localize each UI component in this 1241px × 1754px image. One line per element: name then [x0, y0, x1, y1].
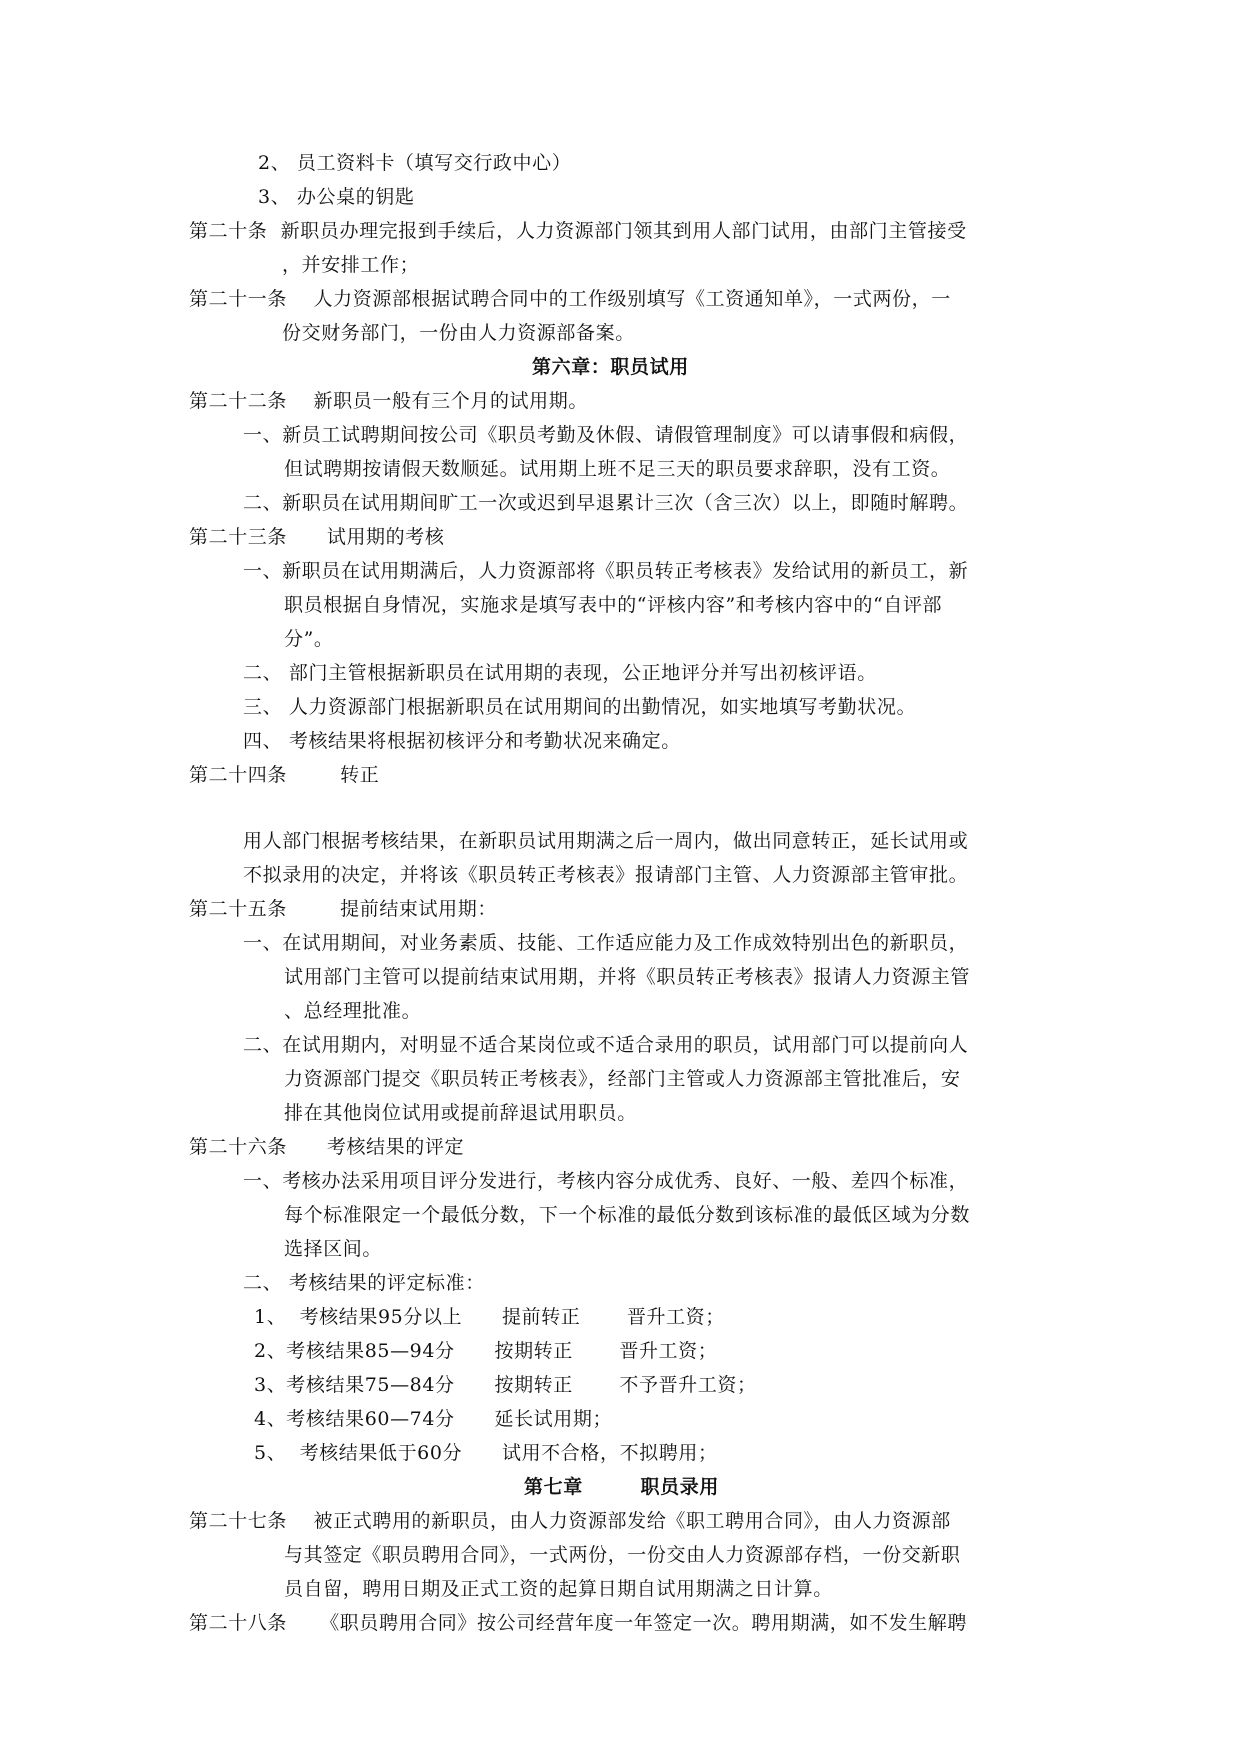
list-item: 、总经理批准。 — [284, 1000, 422, 1022]
list-item: 1、 考核结果95分以上 提前转正 晋升工资； — [254, 1306, 725, 1328]
paragraph-line: 用人部门根据考核结果，在新职员试用期满之后一周内，做出同意转正，延长试用或 — [243, 830, 969, 852]
list-item: 一、考核办法采用项目评分发进行，考核内容分成优秀、良好、一般、差四个标准， — [243, 1170, 969, 1192]
list-item: 每个标准限定一个最低分数，下一个标准的最低分数到该标准的最低区域为分数 — [284, 1204, 971, 1226]
list-item: 力资源部门提交《职员转正考核表》，经部门主管或人力资源部主管批准后，安 — [284, 1068, 961, 1090]
list-item: 二、 部门主管根据新职员在试用期的表现，公正地评分并写出初核评语。 — [243, 662, 877, 684]
list-item: 一、新职员在试用期满后，人力资源部将《职员转正考核表》发给试用的新员工，新 — [243, 560, 969, 582]
article-line: 与其签定《职员聘用合同》，一式两份，一份交由人力资源部存档，一份交新职 — [284, 1544, 961, 1566]
chapter-heading: 第七章 职员录用 — [524, 1476, 719, 1498]
article-line: 第二十条 新职员办理完报到手续后，人力资源部门领其到用人部门试用，由部门主管接受 — [189, 220, 967, 242]
list-item: 2、考核结果85—94分 按期转正 晋升工资； — [254, 1340, 718, 1362]
list-item: 3、考核结果75—84分 按期转正 不予晋升工资； — [254, 1374, 757, 1396]
chapter-heading: 第六章：职员试用 — [532, 356, 689, 378]
article-line: 员自留，聘用日期及正式工资的起算日期自试用期满之日计算。 — [284, 1578, 833, 1600]
list-item: 二、在试用期内，对明显不适合某岗位或不适合录用的职员，试用部门可以提前向人 — [243, 1034, 969, 1056]
list-item: 试用部门主管可以提前结束试用期，并将《职员转正考核表》报请人力资源主管 — [284, 966, 971, 988]
list-item: 一、新员工试聘期间按公司《职员考勤及休假、请假管理制度》可以请事假和病假， — [243, 424, 969, 446]
list-item: 选择区间。 — [284, 1238, 383, 1260]
list-item: 2、 员工资料卡（填写交行政中心） — [258, 152, 572, 174]
article-line: 第二十三条 试用期的考核 — [189, 526, 445, 548]
list-item: 职员根据自身情况，实施求是填写表中的“评核内容”和考核内容中的“自评部 — [284, 594, 943, 616]
list-item: 四、 考核结果将根据初核评分和考勤状况来确定。 — [243, 730, 681, 752]
list-item: 分”。 — [284, 628, 334, 650]
list-item: 5、 考核结果低于60分 试用不合格，不拟聘用； — [254, 1442, 718, 1464]
list-item: 三、 人力资源部门根据新职员在试用期间的出勤情况，如实地填写考勤状况。 — [243, 696, 917, 718]
article-line: 第二十四条 转正 — [189, 764, 380, 786]
list-item: 4、考核结果60—74分 延长试用期； — [254, 1408, 613, 1430]
list-item: 排在其他岗位试用或提前辞退试用职员。 — [284, 1102, 637, 1124]
article-line: 份交财务部门，一份由人力资源部备案。 — [282, 322, 635, 344]
article-line: 第二十七条 被正式聘用的新职员，由人力资源部发给《职工聘用合同》，由人力资源部 — [189, 1510, 951, 1532]
list-item: 3、 办公桌的钥匙 — [258, 186, 415, 208]
paragraph-line: 不拟录用的决定，并将该《职员转正考核表》报请部门主管、人力资源部主管审批。 — [243, 864, 969, 886]
list-item: 二、新职员在试用期间旷工一次或迟到早退累计三次（含三次）以上，即随时解聘。 — [243, 492, 969, 514]
article-line: ，并安排工作； — [282, 254, 420, 276]
article-line: 第二十八条 《职员聘用合同》按公司经营年度一年签定一次。聘用期满，如不发生解聘 — [189, 1612, 967, 1634]
list-item: 二、 考核结果的评定标准： — [243, 1272, 485, 1294]
article-line: 第二十一条 人力资源部根据试聘合同中的工作级别填写《工资通知单》，一式两份，一 — [189, 288, 951, 310]
article-line: 第二十五条 提前结束试用期： — [189, 898, 497, 920]
article-line: 第二十六条 考核结果的评定 — [189, 1136, 465, 1158]
article-line: 第二十二条 新职员一般有三个月的试用期。 — [189, 390, 588, 412]
list-item: 一、在试用期间，对业务素质、技能、工作适应能力及工作成效特别出色的新职员， — [243, 932, 969, 954]
list-item: 但试聘期按请假天数顺延。试用期上班不足三天的职员要求辞职，没有工资。 — [284, 458, 951, 480]
